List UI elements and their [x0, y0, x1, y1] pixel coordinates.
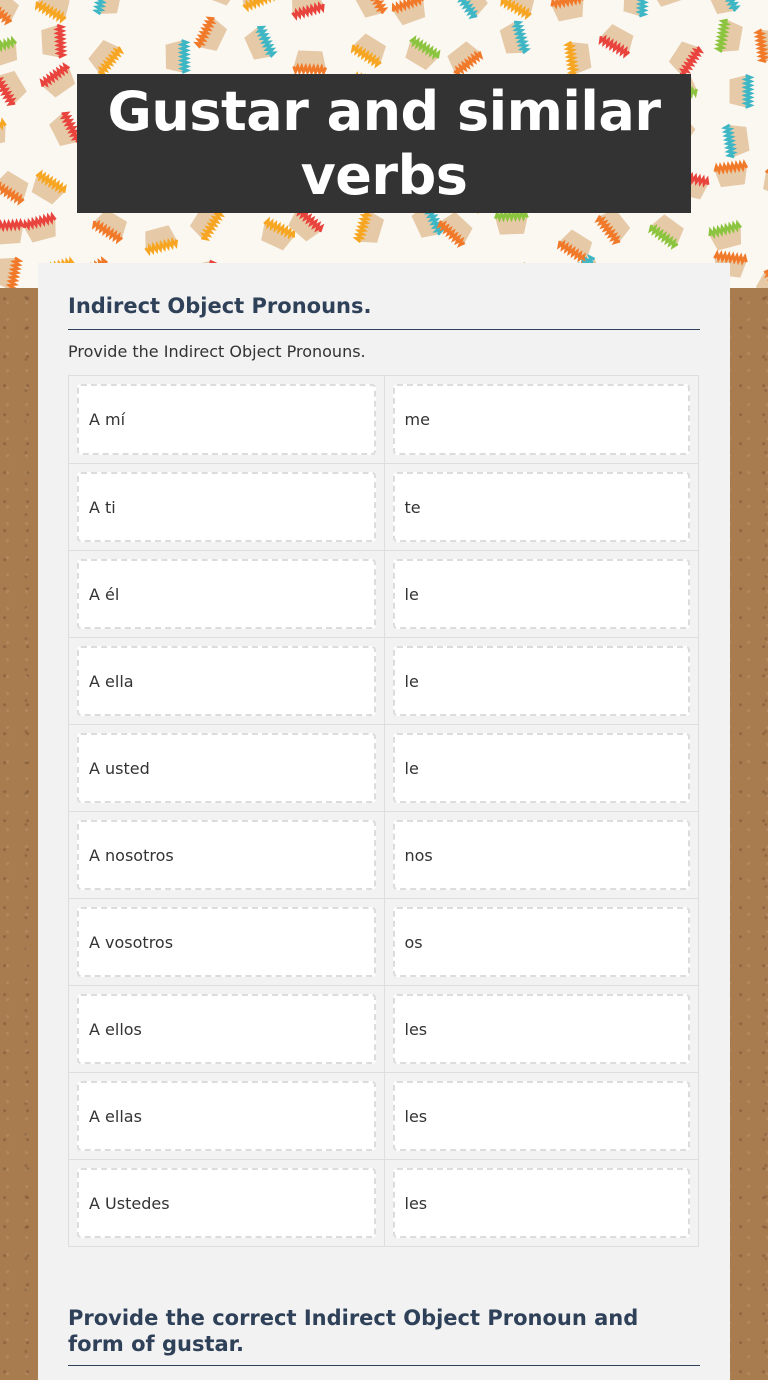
table-row — [69, 1072, 698, 1159]
table-row — [69, 898, 698, 985]
answer-field[interactable]: les — [393, 994, 691, 1064]
answer-field[interactable]: me — [393, 384, 691, 455]
pencil-shaving — [753, 269, 768, 288]
pencil-shaving — [243, 26, 275, 64]
pencil-shaving — [35, 0, 73, 21]
section-heading: Indirect Object Pronouns. — [68, 293, 700, 330]
prompt-box: A Ustedes — [77, 1168, 376, 1238]
prompt-cell — [69, 1160, 384, 1246]
pencil-shaving — [759, 168, 768, 200]
pencil-shaving — [166, 40, 188, 72]
prompt-box: A mí — [77, 384, 376, 455]
pencil-shaving — [40, 64, 78, 100]
answer-field[interactable]: le — [393, 559, 691, 629]
prompt-cell — [69, 638, 384, 724]
pencil-shaving — [23, 215, 59, 244]
answer-field[interactable]: te — [393, 472, 691, 542]
pencil-shaving — [725, 123, 750, 158]
pencil-shaving — [495, 213, 528, 235]
worksheet-sheet — [38, 263, 730, 1380]
pencil-shaving — [500, 0, 538, 17]
pronoun-grid — [68, 375, 699, 1247]
prompt-cell — [69, 376, 384, 463]
prompt-cell — [69, 1073, 384, 1159]
pencil-shaving — [200, 0, 237, 7]
pencil-shaving — [196, 16, 229, 54]
pencil-shaving — [717, 19, 743, 54]
prompt-box: A él — [77, 559, 376, 629]
pencil-shaving — [649, 212, 687, 248]
pencil-shaving — [0, 121, 9, 148]
pencil-shaving — [0, 39, 21, 69]
table-row — [69, 985, 698, 1072]
prompt-box: A ellos — [77, 994, 376, 1064]
prompt-cell — [69, 551, 384, 637]
answer-field[interactable]: le — [393, 733, 691, 803]
table-row — [69, 550, 698, 637]
pencil-shaving — [392, 0, 429, 27]
prompt-box: A ella — [77, 646, 376, 716]
answer-field[interactable]: nos — [393, 820, 691, 890]
pencil-shaving — [0, 222, 24, 245]
pencil-shaving — [730, 75, 751, 107]
pencil-shaving — [86, 37, 122, 75]
pencil-shaving — [599, 22, 637, 56]
prompt-cell — [69, 725, 384, 811]
section-instructions: Provide the Indirect Object Pronouns. — [68, 342, 366, 361]
pencil-shaving — [0, 169, 32, 203]
pencil-shaving — [455, 0, 491, 18]
table-row — [69, 376, 698, 463]
pencil-shaving — [96, 0, 123, 17]
pencil-shaving — [623, 0, 646, 16]
pencil-shaving — [444, 39, 482, 75]
answer-cell — [384, 1160, 699, 1246]
pencil-shaving — [41, 25, 64, 58]
prompt-box: A vosotros — [77, 907, 376, 977]
pencil-shaving — [499, 21, 528, 58]
prompt-cell — [69, 812, 384, 898]
pencil-shaving — [757, 28, 768, 63]
pencil-shaving — [294, 50, 327, 72]
table-row — [69, 637, 698, 724]
title-banner — [77, 74, 691, 213]
answer-cell — [384, 551, 699, 637]
prompt-box: A ti — [77, 472, 376, 542]
pencil-shaving — [651, 0, 688, 8]
answer-cell — [384, 376, 699, 463]
answer-field[interactable]: les — [393, 1168, 691, 1238]
answer-field[interactable]: os — [393, 907, 691, 977]
prompt-box: A nosotros — [77, 820, 376, 890]
answer-cell — [384, 899, 699, 985]
prompt-box: A usted — [77, 733, 376, 803]
section-heading: Provide the correct Indirect Object Pronoun and form of gustar. — [68, 1305, 700, 1366]
pencil-shaving — [567, 40, 592, 75]
pencil-shaving — [438, 209, 476, 246]
pencil-shaving — [47, 112, 80, 150]
answer-cell — [384, 725, 699, 811]
prompt-cell — [69, 899, 384, 985]
pencil-shaving — [551, 0, 586, 22]
prompt-cell — [69, 464, 384, 550]
pencil-shaving — [0, 67, 29, 105]
pencil-shaving — [0, 0, 22, 24]
pencil-shaving — [237, 0, 275, 9]
prompt-box: A ellas — [77, 1081, 376, 1151]
table-row — [69, 463, 698, 550]
pencil-shaving — [288, 0, 325, 18]
pencil-shaving — [667, 38, 702, 76]
pencil-shaving — [356, 210, 385, 247]
answer-cell — [384, 638, 699, 724]
pencil-shaving — [351, 31, 389, 66]
pencil-shaving — [141, 224, 177, 253]
pencil-shaving — [0, 255, 20, 288]
pencil-shaving — [714, 163, 748, 188]
answer-cell — [384, 1073, 699, 1159]
answer-cell — [384, 464, 699, 550]
prompt-cell — [69, 986, 384, 1072]
table-row — [69, 811, 698, 898]
page-title: Gustar and similar verbs — [107, 79, 661, 207]
answer-cell — [384, 812, 699, 898]
pencil-shaving — [705, 0, 738, 18]
answer-cell — [384, 986, 699, 1072]
answer-field[interactable]: le — [393, 646, 691, 716]
pencil-shaving — [402, 38, 440, 72]
table-row — [69, 1159, 698, 1246]
table-row — [69, 724, 698, 811]
pencil-shaving — [709, 223, 745, 252]
pencil-shaving — [28, 172, 66, 206]
pencil-shaving — [352, 0, 386, 21]
answer-field[interactable]: les — [393, 1081, 691, 1151]
